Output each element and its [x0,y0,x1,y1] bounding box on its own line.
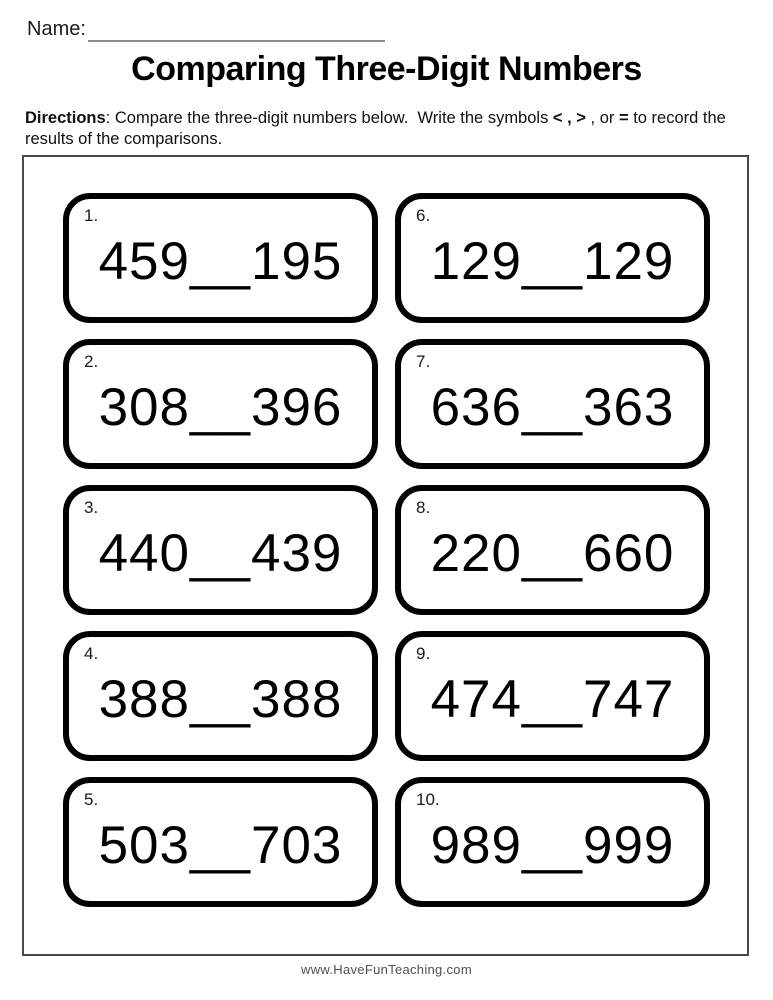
answer-blank: __ [522,816,583,875]
problem-card-3 [63,485,378,615]
comparison-expression [401,671,704,729]
problem-card-7 [395,339,710,469]
comparison-expression [69,525,372,583]
comparison-expression [69,671,372,729]
problem-card-2 [63,339,378,469]
answer-blank: __ [190,524,251,583]
second-number: 660 [582,524,675,583]
problem-number: 4. [84,644,99,663]
first-number: 474 [430,670,523,729]
answer-blank: __ [190,816,251,875]
second-number: 439 [250,524,343,583]
symbol-equals: = [618,109,629,127]
first-number: 308 [98,378,191,437]
comparison-expression [69,233,372,291]
answer-blank: __ [522,670,583,729]
first-number: 440 [98,524,191,583]
comparison-expression [401,233,704,291]
problem-number: 9. [416,644,431,663]
second-number: 396 [250,378,343,437]
second-number: 999 [582,816,675,875]
problem-card-5 [63,777,378,907]
problems-container [22,155,749,956]
first-number: 388 [98,670,191,729]
problem-number: 6. [416,206,431,225]
answer-blank: __ [522,232,583,291]
problem-number: 5. [84,790,99,809]
first-number: 503 [98,816,191,875]
directions-text: Directions: Compare the three-digit numbers below. Write the symbols < , > , or = to record the results of the comparisons. [25,109,731,148]
problem-number: 1. [84,206,99,225]
symbols-lt-gt: < , > [552,109,586,127]
first-number: 989 [430,816,523,875]
second-number: 747 [582,670,675,729]
problem-card-9 [395,631,710,761]
problem-number: 8. [416,498,431,517]
problem-card-6 [395,193,710,323]
problem-number: 10. [416,790,440,809]
first-number: 220 [430,524,523,583]
answer-blank: __ [522,524,583,583]
second-number: 129 [582,232,675,291]
answer-blank: __ [190,670,251,729]
second-number: 703 [250,816,343,875]
answer-blank: __ [190,378,251,437]
comparison-expression [69,817,372,875]
second-number: 363 [582,378,675,437]
directions-label: Directions [25,109,106,127]
problem-number: 3. [84,498,99,517]
footer-url: www.HaveFunTeaching.com [301,962,472,977]
page-title: Comparing Three-Digit Numbers [131,50,642,88]
name-label: Name: [27,18,86,40]
problem-card-8 [395,485,710,615]
name-fill-line [88,40,385,42]
problem-card-10 [395,777,710,907]
first-number: 459 [98,232,191,291]
first-number: 636 [430,378,523,437]
problem-number: 7. [416,352,431,371]
comparison-expression [401,379,704,437]
second-number: 388 [250,670,343,729]
problem-card-4 [63,631,378,761]
problem-number: 2. [84,352,99,371]
answer-blank: __ [522,378,583,437]
answer-blank: __ [190,232,251,291]
second-number: 195 [250,232,343,291]
problems-grid [63,193,710,907]
comparison-expression [69,379,372,437]
first-number: 129 [430,232,523,291]
comparison-expression [401,525,704,583]
problem-card-1 [63,193,378,323]
comparison-expression [401,817,704,875]
